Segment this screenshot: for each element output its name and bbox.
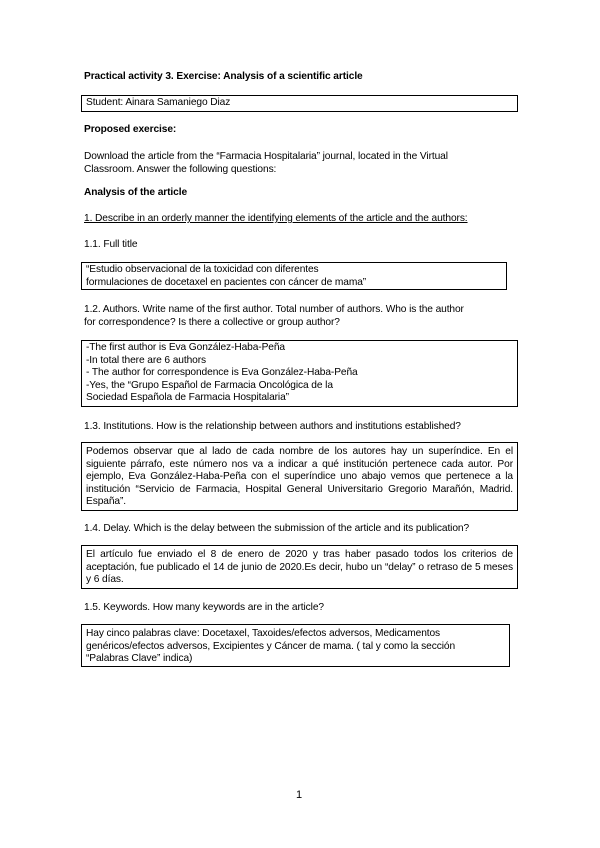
proposed-line-1: Download the article from the “Farmacia Hospitalaria” journal, located in the Virtual — [84, 151, 448, 162]
q15-answer-line: genéricos/efectos adversos, Excipientes y Cáncer de mama. ( tal y como la sección — [86, 640, 456, 652]
q12-answer-line: Sociedad Española de Farmacia Hospitalaria” — [86, 392, 289, 404]
student-box — [81, 95, 518, 112]
q12-answer-line: -The first author is Eva González-Haba-Peña — [86, 342, 285, 353]
q11-answer-box — [81, 262, 507, 290]
q12-answer-box — [81, 340, 518, 407]
q12-answer-line: -In total there are 6 authors — [86, 354, 206, 366]
proposed-line-2: Classroom. Answer the following questions: — [84, 164, 277, 175]
q15-answer-line: Hay cinco palabras clave: Docetaxel, Taxoides/efectos adversos, Medicamentos — [86, 628, 441, 639]
q13-label: 1.3. Institutions. How is the relationship between authors and institutions established? — [84, 421, 461, 432]
q13-answer-box — [81, 442, 518, 511]
q12-answer-line: - The author for correspondence is Eva González-Haba-Peña — [86, 367, 358, 379]
q14-answer-box — [81, 545, 518, 589]
q15-label: 1.5. Keywords. How many keywords are in the article? — [84, 602, 324, 613]
q11-label: 1.1. Full title — [84, 239, 138, 250]
q12-answer-line: -Yes, the “Grupo Español de Farmacia Oncológica de la — [86, 379, 333, 391]
q15-answer-box — [81, 624, 510, 667]
q14-label: 1.4. Delay. Which is the delay between the submission of the article and its publication? — [84, 523, 470, 534]
student-name: Student: Ainara Samaniego Diaz — [86, 97, 231, 108]
q11-answer-line: “Estudio observacional de la toxicidad con diferentes — [86, 264, 319, 275]
page-number: 1 — [296, 789, 303, 801]
q12-label-line-2: for correspondence? Is there a collective or group author? — [84, 317, 340, 328]
q12-label-line-1: 1.2. Authors. Write name of the first author. Total number of authors. Who is the author — [84, 304, 464, 315]
analysis-heading: Analysis of the article — [84, 187, 188, 198]
q13-answer-text: Podemos observar que al lado de cada nombre de los autores hay un superíndice. En el siguiente párrafo, este número nos va a indicar a qué institución pertenece cada autor. Por ejemplo, Eva González-Haba-Peña con el superíndice uno abajo vemos que pertenece a la institución “Servicio de Farmacia, Hospital General Universitario Gregorio Marañón, Madrid. España”. — [86, 446, 513, 508]
q14-answer-text: El artículo fue enviado el 8 de enero de 2020 y tras haber pasado todos los criterios de aceptación, fue publicado el 14 de junio de 2020.Es decir, hubo un “delay” o retraso de 5 meses y 6 días. — [86, 549, 513, 586]
proposed-heading: Proposed exercise: — [84, 124, 177, 135]
q11-answer-line: formulaciones de docetaxel en pacientes con cáncer de mama” — [86, 276, 367, 288]
page-title: Practical activity 3. Exercise: Analysis of a scientific article — [84, 71, 363, 82]
q15-answer-line: “Palabras Clave” indica) — [86, 653, 193, 665]
section-1-heading: 1. Describe in an orderly manner the identifying elements of the article and the authors: — [84, 213, 468, 224]
